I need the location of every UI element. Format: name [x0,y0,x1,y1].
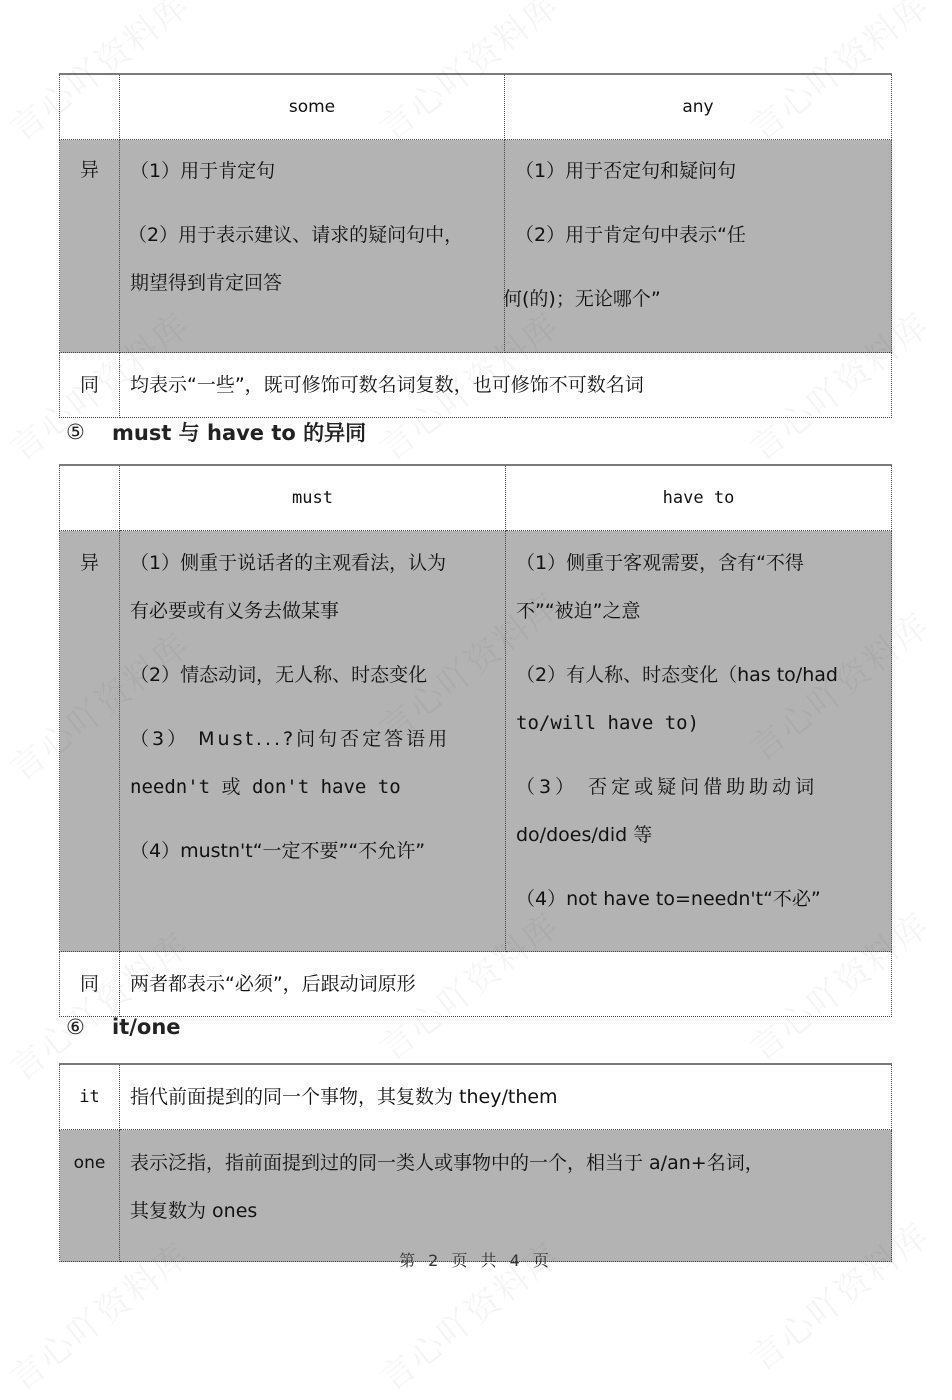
page-footer: 第 2 页 共 4 页 [399,1251,553,1270]
any-diff-cell [505,140,892,353]
list-item: （3） Must...?问句否定答语用 [130,728,451,750]
table-row-diff [60,140,892,353]
header-must: must [120,465,506,531]
row-label-it: it [60,1064,120,1130]
section-heading-6 [66,1015,181,1039]
table-row-it [60,1064,892,1130]
table-row-one [60,1130,892,1262]
list-item: 其复数为 ones [130,1200,258,1222]
list-item: do/does/did 等 [516,824,653,846]
circled-number-5: ⑤ [66,420,85,444]
list-item: （2）用于表示建议、请求的疑问句中， [128,224,464,246]
some-diff-cell [120,140,505,353]
header-empty-cell [60,465,120,531]
diff-label: 异 [60,140,120,353]
list-item: （2）情态动词，无人称、时态变化 [130,664,428,686]
same-label: 同 [60,353,120,418]
table-header-row [60,465,892,531]
header-any: any [505,74,892,140]
table-row-same [60,353,892,418]
list-item: 期望得到肯定回答 [130,272,283,294]
list-item: 有必要或有义务去做某事 [130,600,340,622]
table-header-row [60,74,892,140]
list-item: （1）用于肯定句 [130,160,276,182]
list-item: （4）not have to=needn't“不必” [516,888,821,910]
header-empty-cell [60,74,120,140]
some-any-table [59,73,892,418]
list-item: （3） 否定或疑问借助助动词 [516,776,819,798]
diff-label: 异 [60,531,120,952]
header-have-to: have to [506,465,892,531]
list-item: （4）mustn't“一定不要”“不允许” [130,840,426,862]
table-row-same [60,952,892,1017]
row-text-one [120,1130,892,1262]
list-item: （2）用于肯定句中表示“任 [515,224,746,246]
same-label: 同 [60,952,120,1017]
row-label-one: one [60,1130,120,1262]
list-item: to/will have to) [516,712,700,734]
same-cell: 两者都表示“必须”，后跟动词原形 [120,952,892,1017]
list-item: 不”“被迫”之意 [516,600,641,622]
list-item: （1）用于否定句和疑问句 [515,160,737,182]
it-one-table [59,1063,892,1262]
table-row-diff [60,531,892,952]
must-haveto-table [59,464,892,1017]
section-title: it/one [112,1015,181,1039]
section-title: must 与 have to 的异同 [112,421,367,445]
same-cell: 均表示“一些”，既可修饰可数名词复数，也可修饰不可数名词 [120,353,892,418]
list-item: needn't 或 don't have to [130,776,401,798]
header-some: some [120,74,505,140]
row-text-it: 指代前面提到的同一个事物，其复数为 they/them [120,1064,892,1130]
must-diff-cell [120,531,506,952]
list-item: 表示泛指，指前面提到过的同一类人或事物中的一个，相当于 a/an+名词， [130,1152,764,1174]
list-item: （1）侧重于说话者的主观看法，认为 [130,552,447,574]
circled-number-6: ⑥ [66,1015,85,1039]
haveto-diff-cell [506,531,892,952]
list-item: 何(的)；无论哪个” [503,288,661,310]
list-item: （1）侧重于客观需要，含有“不得 [516,552,804,574]
section-heading-5 [66,417,366,447]
list-item: （2）有人称、时态变化（has to/had [516,664,838,686]
